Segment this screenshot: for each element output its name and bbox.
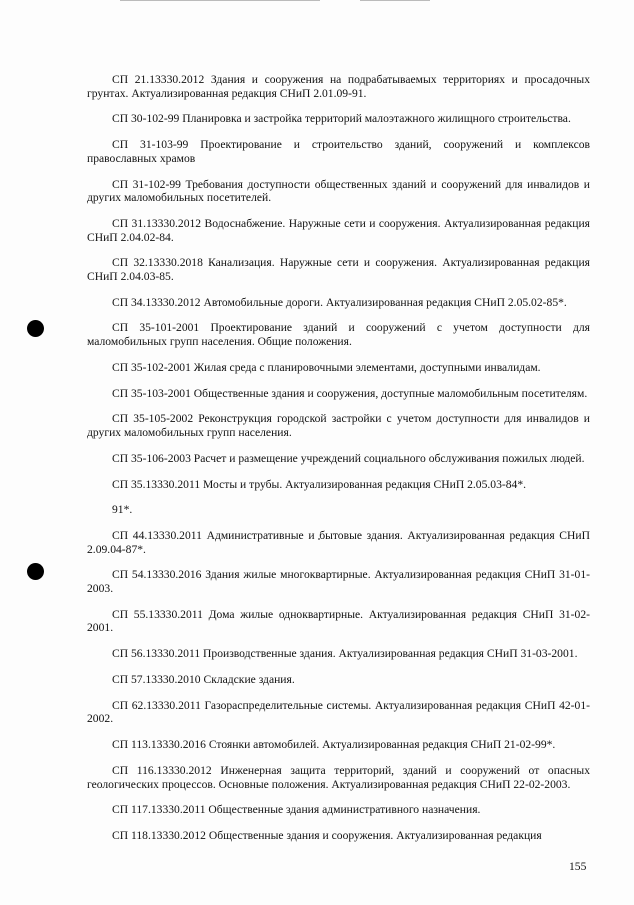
reference-paragraph: СП 116.13330.2012 Инженерная защита территорий, зданий и сооружений от опасных геологических процессов. Основные положения. Актуализированная редакция СНиП 22-02-2003.	[87, 763, 590, 791]
punch-hole-icon	[27, 320, 44, 337]
reference-paragraph: 91*.	[112, 503, 133, 517]
reference-paragraph: СП 34.13330.2012 Автомобильные дороги. Актуализированная редакция СНиП 2.05.02-85*.	[112, 295, 567, 309]
reference-paragraph: СП 117.13330.2011 Общественные здания административного назначения.	[112, 803, 481, 817]
document-body	[87, 73, 590, 855]
reference-paragraph: СП 30-102-99 Планировка и застройка территорий малоэтажного жилищного строительства.	[112, 112, 571, 126]
reference-paragraph: СП 44.13330.2011 Административные и бытовые здания. Актуализированная редакция СНиП 2.09.04-87*.	[87, 529, 590, 556]
reference-paragraph: СП 118.13330.2012 Общественные здания и сооружения. Актуализированная редакция	[112, 829, 542, 843]
reference-paragraph: СП 57.13330.2010 Складские здания.	[112, 673, 295, 686]
scan-edge-line	[360, 0, 430, 1]
reference-paragraph: СП 35.13330.2011 Мосты и трубы. Актуализированная редакция СНиП 2.05.03-84*.	[112, 477, 527, 491]
reference-paragraph: СП 113.13330.2016 Стоянки автомобилей. Актуализированная редакция СНиП 21-02-99*.	[112, 738, 556, 752]
punch-hole-icon	[27, 563, 44, 580]
reference-paragraph: СП 55.13330.2011 Дома жилые одноквартирные. Актуализированная редакция СНиП 31-02-2001.	[87, 607, 590, 635]
reference-paragraph: СП 56.13330.2011 Производственные здания. Актуализированная редакция СНиП 31-03-2001.	[112, 647, 578, 661]
reference-paragraph: СП 35-101-2001 Проектирование зданий и сооружений с учетом доступности для маломобильных групп населения. Общие положения.	[87, 321, 590, 349]
reference-paragraph: СП 54.13330.2016 Здания жилые многоквартирные. Актуализированная редакция СНиП 31-01-2003.	[87, 568, 590, 596]
reference-paragraph: СП 31-103-99 Проектирование и строительство зданий, сооружений и комплексов православных храмов	[87, 138, 590, 165]
page-number: 155	[569, 860, 587, 873]
reference-paragraph: СП 35-106-2003 Расчет и размещение учреждений социального обслуживания пожилых людей.	[112, 451, 585, 465]
reference-paragraph: СП 62.13330.2011 Газораспределительные системы. Актуализированная редакция СНиП 42-01-2002.	[87, 698, 590, 726]
reference-paragraph: СП 35-103-2001 Общественные здания и сооружения, доступные маломобильным посетителям.	[112, 386, 588, 400]
reference-paragraph: СП 31-102-99 Требования доступности общественных зданий и сооружений для инвалидов и других маломобильных посетителей.	[87, 177, 590, 205]
reference-paragraph: СП 31.13330.2012 Водоснабжение. Наружные сети и сооружения. Актуализированная редакция СНиП 2.04.02-84.	[87, 216, 590, 244]
reference-paragraph: СП 32.13330.2018 Канализация. Наружные сети и сооружения. Актуализированная редакция СНиП 2.04.03-85.	[87, 256, 590, 283]
reference-paragraph: СП 35-105-2002 Реконструкция городской застройки с учетом доступности для инвалидов и других маломобильных групп населения.	[87, 412, 590, 439]
scan-edge-line	[120, 0, 320, 1]
reference-paragraph: СП 21.13330.2012 Здания и сооружения на подрабатываемых территориях и просадочных грунтах. Актуализированная редакция СНиП 2.01.09-91.	[87, 73, 590, 100]
reference-paragraph: СП 35-102-2001 Жилая среда с планировочными элементами, доступными инвалидам.	[112, 360, 541, 374]
